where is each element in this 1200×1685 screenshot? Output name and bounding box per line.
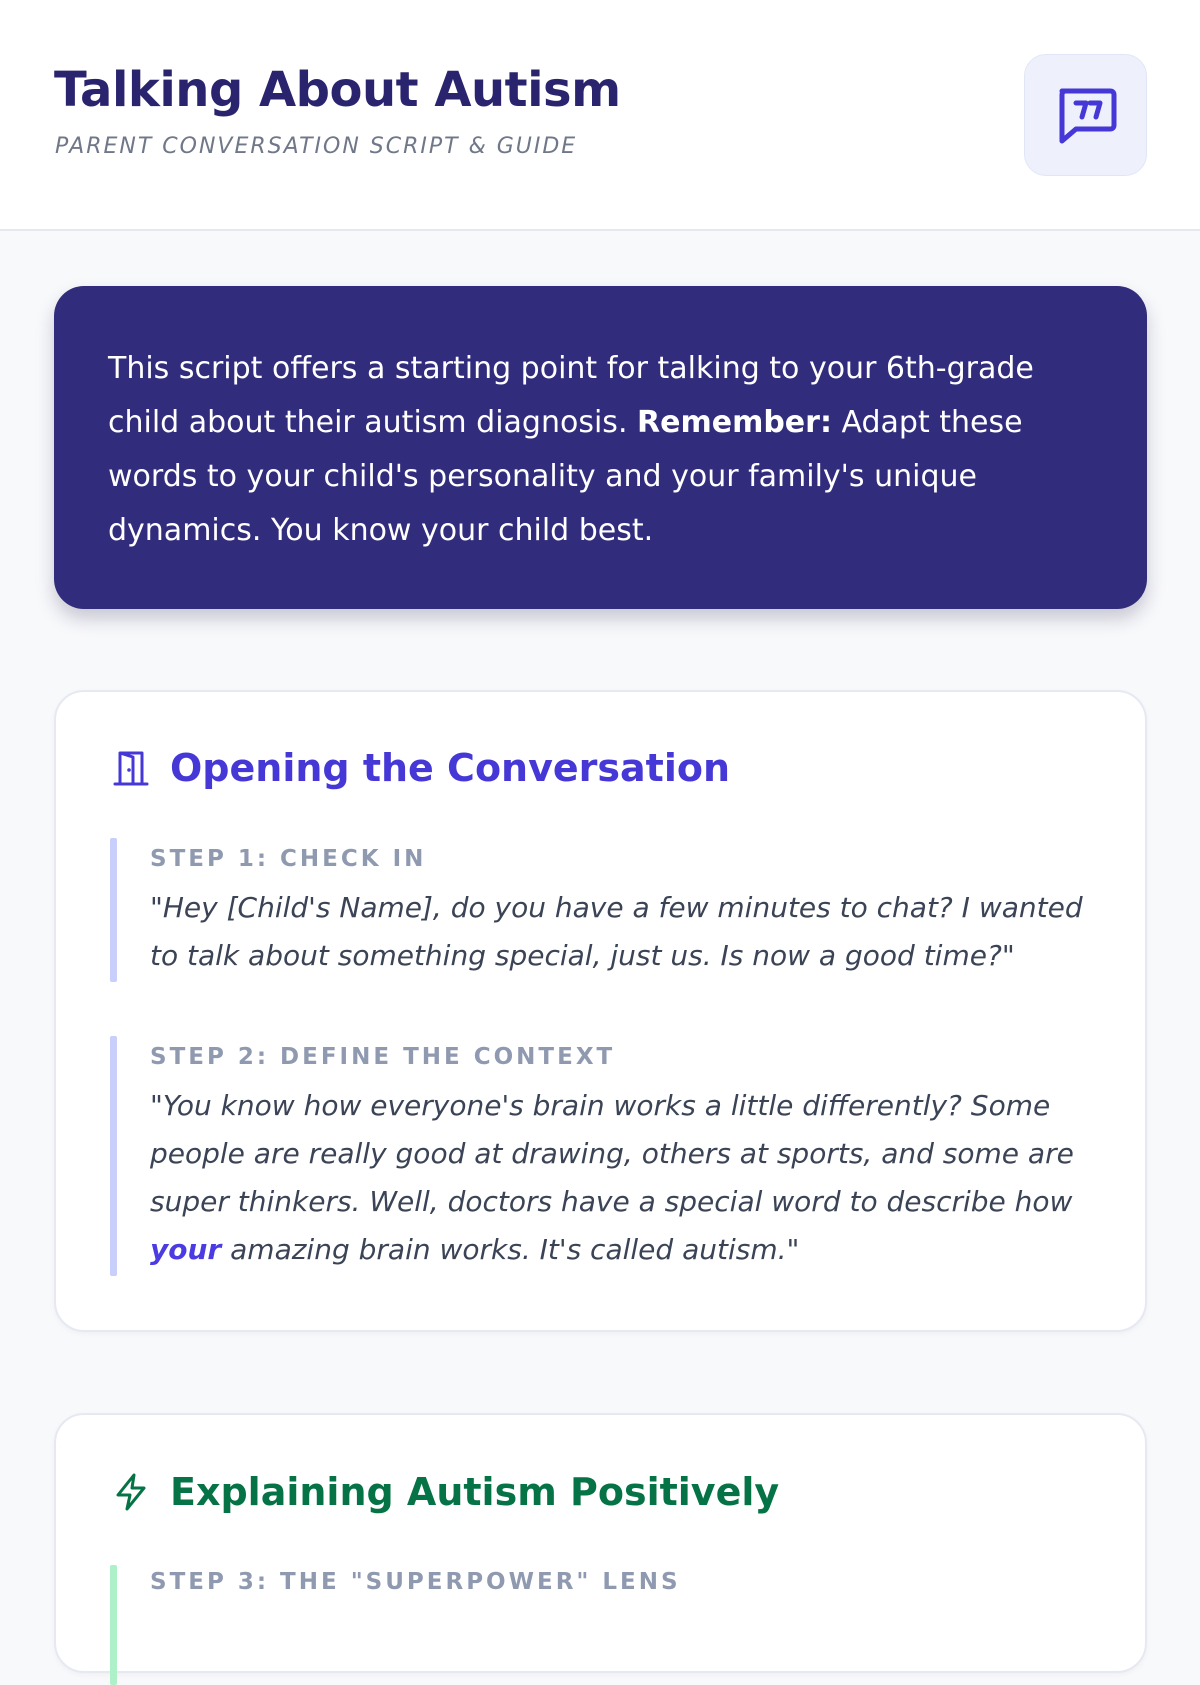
step-label: STEP 3: THE "SUPERPOWER" LENS xyxy=(150,1569,681,1595)
step-block xyxy=(110,838,1110,982)
section-header xyxy=(110,1470,779,1514)
page-subtitle: PARENT CONVERSATION SCRIPT & GUIDE xyxy=(55,134,578,159)
section-title: Opening the Conversation xyxy=(170,746,730,790)
step-block xyxy=(110,1565,1110,1685)
step-accent-bar xyxy=(110,1565,117,1685)
chat-quote-icon xyxy=(1054,85,1118,145)
step-quote xyxy=(150,1082,1110,1274)
page-title: Talking About Autism xyxy=(54,62,621,118)
step-label: STEP 1: CHECK IN xyxy=(150,846,427,872)
section-header xyxy=(110,746,730,790)
chat-quote-button[interactable] xyxy=(1024,54,1147,176)
intro-text-end: Adapt these words to your child's personality and your family's unique dynamics. You know your child best. xyxy=(108,405,1023,548)
intro-text xyxy=(108,342,1093,558)
step-quote-start: "You know how everyone's brain works a little differently? Some people are really good at drawing, others at sports, and some are super thinkers. Well, doctors have a special word to describe how xyxy=(150,1089,1074,1218)
step-quote-highlight: your xyxy=(150,1233,222,1266)
section-title: Explaining Autism Positively xyxy=(170,1470,780,1514)
intro-text-start: This script offers a starting point for talking to your 6th-grade child about their autism diagnosis. xyxy=(108,351,1034,440)
step-quote-end: amazing brain works. It's called autism." xyxy=(221,1233,800,1266)
intro-emphasis: Remember: xyxy=(637,405,832,440)
step-accent-bar xyxy=(110,838,117,982)
step-label: STEP 2: DEFINE THE CONTEXT xyxy=(150,1044,616,1070)
intro-callout xyxy=(54,286,1147,609)
step-block xyxy=(110,1036,1110,1276)
section-explaining-autism xyxy=(54,1413,1147,1673)
step-accent-bar xyxy=(110,1036,117,1276)
page-header xyxy=(0,0,1200,231)
step-quote: "Hey [Child's Name], do you have a few minutes to chat? I wanted to talk about something special, just us. Is now a good time?" xyxy=(150,891,1083,972)
door-icon xyxy=(110,747,152,789)
lightning-icon xyxy=(110,1471,152,1513)
section-opening-conversation xyxy=(54,690,1147,1332)
